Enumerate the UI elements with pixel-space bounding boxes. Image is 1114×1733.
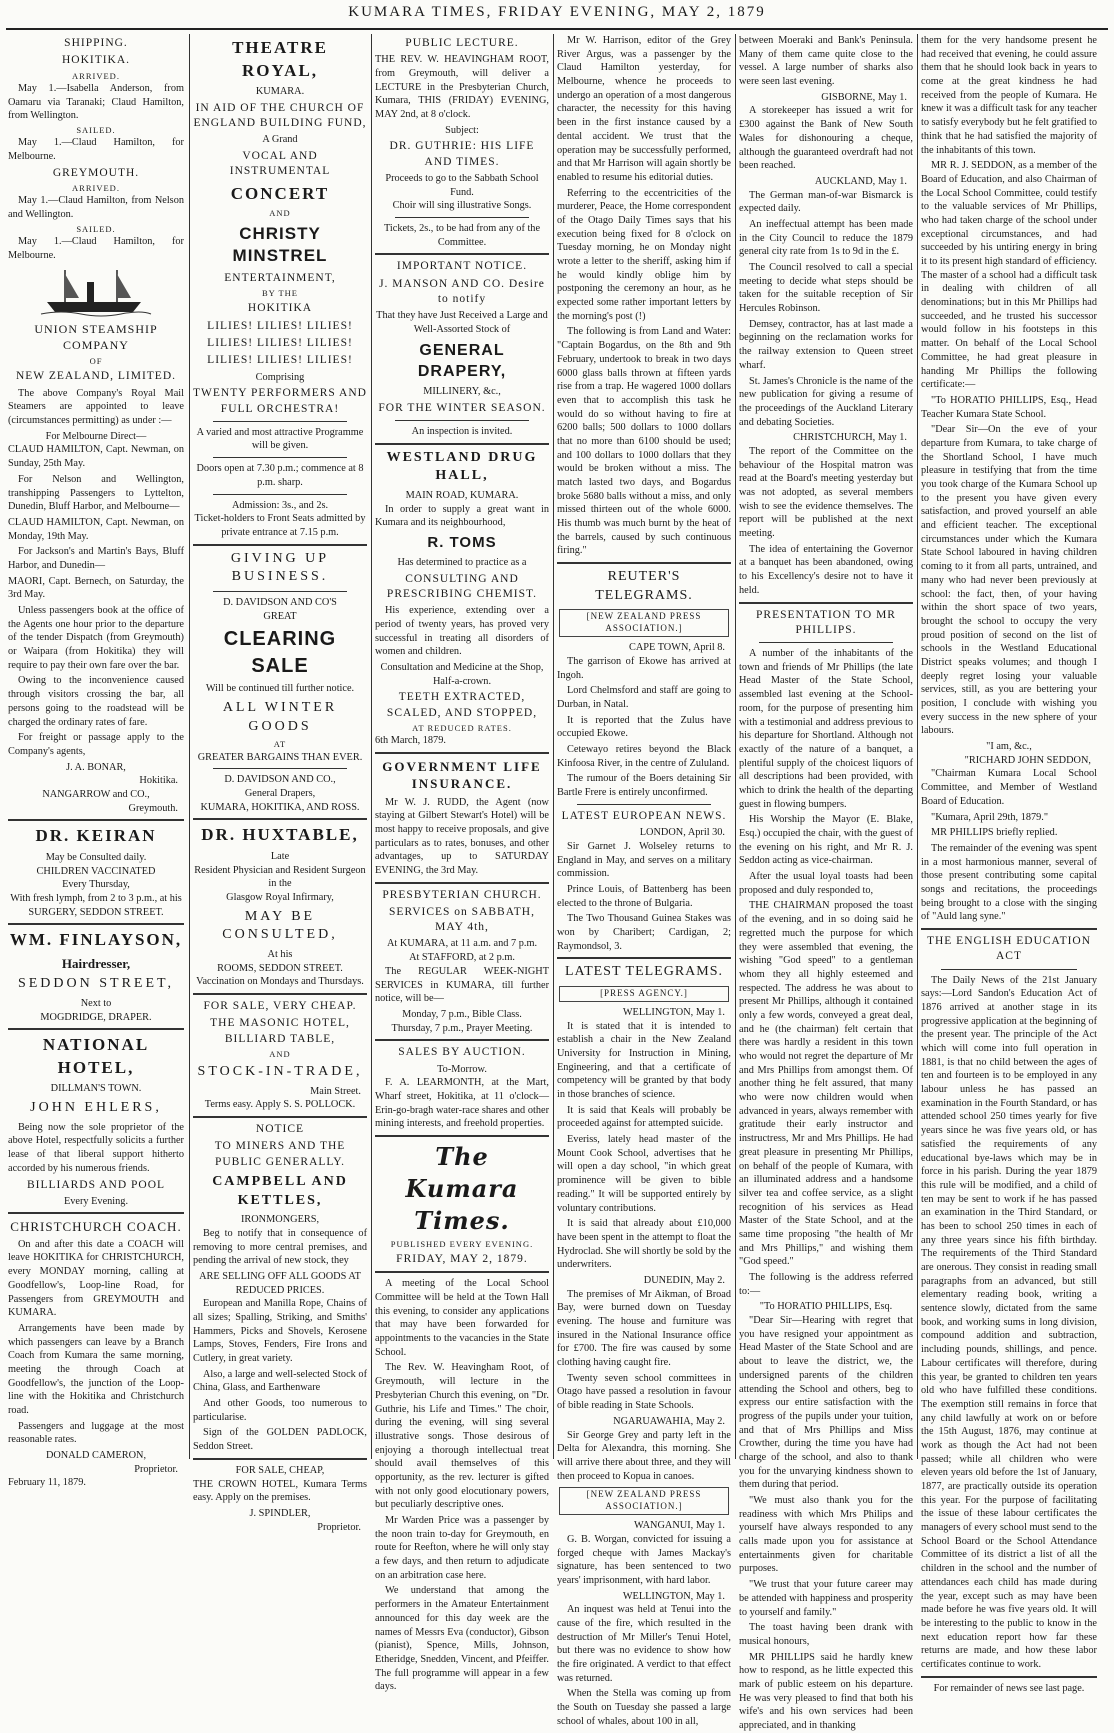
divider [375, 882, 549, 884]
divider [193, 993, 367, 995]
divider [213, 421, 347, 422]
text: The garrison of Ekowe has arrived at Ingoh. [557, 655, 731, 681]
text: May 1.—Isabella Anderson, from Oamaru via Taranaki; Claud Hamilton, from Wellington. [8, 82, 184, 122]
important-notice-heading: IMPORTANT NOTICE. [396, 260, 528, 273]
divider [8, 1212, 184, 1214]
text: [NEW ZEALAND PRESS ASSOCIATION.] [559, 609, 729, 637]
text: CONSULTING AND PRESCRIBING CHEMIST. [386, 572, 538, 600]
text: Glasgow Royal Infirmary, [226, 892, 334, 904]
newspaper-title: The Kumara Times. [405, 1142, 519, 1235]
text: Demsey, contractor, has at last made a beginning on the reclamation works for the railway extension to Queen street wharf. [739, 318, 913, 371]
divider [213, 591, 347, 592]
text: The toast having been drank with musical honours, [739, 1622, 913, 1647]
text: Beg to notify that in consequence of removing to more central premises, and pending the arrival of new stock, they [193, 1227, 367, 1267]
divider [8, 819, 184, 821]
text: DUNEDIN, May 2. [643, 1274, 725, 1286]
campbell-heading: CAMPBELL AND KETTLES, [212, 1173, 348, 1208]
divider [8, 1028, 184, 1030]
text: Resident Physician and Resident Surgeon in the [194, 864, 366, 890]
text: A Grand [262, 134, 298, 146]
text: Ticket-holders to Front Seats admitted by private entrance at 7.15 p.m. [194, 513, 366, 538]
text: Being now the sole proprietor of the above Hotel, respectfully solicits a further lease of that liberal support hitherto accorded by his numerous friends. [8, 1121, 184, 1174]
presentation-heading: PRESENTATION TO MR PHILLIPS. [756, 608, 896, 636]
column-rule [917, 34, 918, 1459]
text: His experience, extending over a period of twenty years, has proved very successful in treating all disorders of women and children. [375, 605, 549, 658]
divider [739, 602, 913, 604]
coach-heading: CHRISTCHURCH COACH. [10, 1219, 182, 1235]
text: CLEARING SALE [223, 628, 337, 677]
text: It is said that Keals will probably be proceeded against for attempted suicide. [557, 1104, 731, 1130]
insurance-heading: GOVERNMENT LIFE INSURANCE. [382, 758, 542, 792]
text: CLAUD HAMILTON, Capt. Newman, on Monday, 19th May. [8, 516, 184, 542]
text: At STAFFORD, at 2 p.m. [409, 952, 515, 964]
text: A varied and most attractive Programme will be given. [196, 426, 364, 452]
text: ROOMS, SEDDON STREET. [217, 962, 343, 974]
text: The report of the Committee on the behaviour of the Hospital matron was read at the Board's meeting yesterday but was not adopted, as several members wish to see the evidence themselves. The report will be published at the next meeting. [739, 445, 913, 540]
text: To-Morrow. [437, 1063, 487, 1075]
text: J. MANSON AND CO. Desire to notify [379, 277, 545, 305]
text: IRONMONGERS, [240, 1214, 320, 1226]
text: AND [269, 208, 291, 219]
text: SEDDON STREET, [17, 976, 175, 992]
text: For Jackson's and Martin's Bays, Bluff Harbor, and Dunedin— [8, 546, 184, 571]
text: KUMARA, HOKITIKA, AND ROSS. [200, 801, 360, 813]
divider [557, 957, 731, 959]
text: STOCK-IN-TRADE, [197, 1064, 363, 1080]
text: 6th March, 1879. [375, 735, 446, 747]
text: DONALD CAMERON, [45, 1450, 147, 1462]
text: VOCAL AND INSTRUMENTAL [229, 150, 331, 178]
usc-subtitle: NEW ZEALAND, LIMITED. [15, 370, 177, 383]
text: Mr W. Harrison, editor of the Grey River Argus, was a passenger by the Claud Hamilton yesterday, for Melbourne, whence he proceeds to undergo an operation of a most dangerous character, the necessity for this having been in the first instance caused by a dental accident. We trust that the operation may be successfully performed, and that Mr Harrison will again shortly be enabled to resume his editorial duties. [557, 35, 731, 183]
reuters-heading: REUTER'S TELEGRAMS. [595, 569, 693, 603]
text: Mr Warden Price was a passenger by the noon train to-day for Greymouth, en route for Reefton, where he will only stay a few days, and then return to adjudicate on an arbitration case here. [375, 1515, 549, 1581]
text: Every Thursday, [62, 879, 130, 891]
text: The above Company's Royal Mail Steamers are appointed to leave (circumstances permitting) as under :— [8, 387, 184, 427]
text: G. B. Worgan, convicted for issuing a forged cheque with James Mackay's signature, has been sentenced to two years' imprisonment, with hard labor. [557, 1533, 731, 1586]
text: We understand that among the performers in the Amateur Entertainment announced for this day week are the names of Messrs Eva (conductor), Gibson (pianist), Spence, Mills, Johnson, Etheridge, Snedden, Vincent, and Pfeiffer. The full programme will appear in a few days. [375, 1585, 549, 1693]
text: At his [267, 948, 293, 960]
text: WANGANUI, May 1. [634, 1520, 725, 1532]
theatre-heading: THEATRE ROYAL, [232, 38, 328, 80]
text: CONCERT [230, 183, 330, 203]
text: CHILDREN VACCINATED [36, 865, 156, 877]
text: MOGDRIDGE, DRAPER. [40, 1011, 152, 1023]
divider [213, 457, 347, 458]
text: An inquest was held at Tenui into the cause of the fire, which resulted in the destruction of Mr Miller's Tenui Hotel, but there was no evidence to show how the fire originated. A verdict to that effect was returned. [557, 1604, 731, 1684]
text: The premises of Mr Aikman, of Broad Bay, were burned down on Tuesday evening. The house and furniture was insured in the National Insurance office for £700. The fire was caused by some clothing having caught fire. [557, 1288, 731, 1369]
text: CHRISTCHURCH, May 1. [793, 432, 907, 444]
text: SURGERY, SEDDON STREET. [28, 906, 164, 918]
divider [759, 642, 893, 643]
label: OF [89, 356, 103, 367]
text: Referring to the eccentricities of the murderer, Peace, the Home correspondent of the Otago Daily Times says that his execution being fixed for 8 o'clock on Tuesday morning, he on Monday night wrote a letter to the sheriff, asking him if he would kindly oblige him by postponing the ceremony an hour, as he expected some rather important letters by the morning's post (!) [557, 187, 731, 322]
text: May be Consulted daily. [45, 851, 147, 863]
text: Hokitika. [139, 775, 178, 787]
hokitika-heading: HOKITIKA. [61, 54, 131, 67]
text: Twenty seven school committees in Otago have passed a resolution in favour of bible reading in State Schools. [557, 1372, 731, 1412]
text: NOTICE [255, 1123, 305, 1136]
label: ARRIVED. [72, 182, 120, 193]
text: AT [273, 739, 287, 750]
text: And other Goods, too numerous to particularise. [193, 1398, 367, 1423]
text: ENTERTAINMENT, [224, 271, 336, 284]
divider [193, 818, 367, 820]
text: DILLMAN'S TOWN. [50, 1083, 142, 1095]
text: The idea of entertaining the Governor at a banquet has been abandoned, owing to his Excellency's desire not to have it held. [739, 543, 913, 596]
text: CAPE TOWN, April 8. [628, 642, 725, 654]
text: Late [270, 850, 290, 862]
text: TO MINERS AND THE PUBLIC GENERALLY. [214, 1140, 346, 1168]
text: On and after this date a COACH will leave HOKITIKA for CHRISTCHURCH, every MONDAY morning, calling at Goodfellow's, Loop-line Road, for Passengers from GREYMOUTH and KUMARA. [8, 1238, 184, 1319]
text: AT REDUCED RATES. [412, 722, 512, 733]
text: Subject: [445, 124, 479, 136]
divider [395, 420, 529, 421]
text: MR R. J. SEDDON, as a member of the Board of Education, and also Chairman of the Local School Committee, could testify to the valuable services of Mr Phillips, who had taken charge of the school under exceptional circumstances, and had succeeded by his untiring energy in bring it to its present high standard of efficiency. The master of a school had a difficult task in dealing with children of all denominations; but in this Mr Phillips had succeeded, and he trusted his successor would follow in his footsteps in this matter. On behalf of the Local School Committee, he had great pleasure in handing Mr Phillips the following certificate:— [921, 160, 1097, 391]
text: Will be continued till further notice. [205, 683, 355, 695]
text: Lord Chelmsford and staff are going to Durban, in Natal. [557, 685, 731, 711]
text: "Kumara, April 29th, 1879." [931, 811, 1049, 823]
text: TWENTY PERFORMERS AND FULL ORCHESTRA! [193, 387, 367, 415]
text: May 1.—Claud Hamilton, from Nelson and Wellington. [8, 195, 184, 220]
divider [375, 1039, 549, 1041]
text: It is said that already about £10,000 have been spent in the attempt to float the Hydroclad. She will shortly be sold by the underwriters. [557, 1218, 731, 1271]
text: FOR THE WINTER SEASON. [378, 401, 546, 414]
text: DR. GUTHRIE: HIS LIFE AND TIMES. [389, 140, 535, 168]
text: SERVICES on SABBATH, MAY 4th, [389, 905, 535, 934]
text: That they have Just Received a Large and Well-Assorted Stock of [376, 310, 548, 335]
text: LILIES! LILIES! LILIES! [207, 319, 353, 332]
text: Terms easy. Apply S. S. POLLOCK. [204, 1099, 356, 1111]
text: Tickets, 2s., to be had from any of the Committee. [383, 223, 541, 248]
text: AUCKLAND, May 1. [814, 175, 907, 187]
divider [941, 969, 1077, 970]
finlayson-heading: WM. FINLAYSON, [9, 930, 183, 950]
text: ARE SELLING OFF ALL GOODS AT REDUCED PRICES. [199, 1270, 361, 1296]
text: Passengers and luggage at the most reasonable rates. [8, 1420, 184, 1446]
column-rule [553, 34, 554, 1459]
text: THE MASONIC HOTEL, BILLIARD TABLE, [210, 1017, 350, 1045]
text: [NEW ZEALAND PRESS ASSOCIATION.] [559, 1487, 729, 1515]
lecture-heading: PUBLIC LECTURE. [405, 37, 519, 49]
text: between Moeraki and Bank's Peninsula. Many of them came quite close to the vessel. A large number of sharks also were seen last evening. [739, 35, 913, 88]
divider [375, 253, 549, 255]
text: The following is from Land and Water: "Captain Bogardus, on the 8th and 9th February, undertook to break in two days 6000 glass balls thrown at fifteen yards rise from a trap. He wagered 1000 dollars even that to accomplish this task he would do so without having to fire at 6200 balls; 500 dollars to 1000 dollars that no more than 6100 should be used; and 100 dollars to 1000 dollars that they would be broken without a miss. The match lasted two days, and Bogardus broke 5680 balls without a miss, and only missed thirteen out of the whole 6000. His thumb was much burnt by the heat of the barrels, caused by such continuous firing." [557, 326, 731, 557]
text: For Nelson and Wellington, transhipping Passengers to Lyttelton, Dunedin, Bluff Harbor, and Melbourne— [8, 473, 184, 513]
column-4 [557, 34, 731, 1727]
text: Arrangements have been made by which passengers can leave by a Branch Coach from Kumara the same morning, meeting the through Coach at Goodfellow's, the junction of the Loop-line with the Hokitika and Christchurch road. [8, 1322, 184, 1417]
huxtable-heading: DR. HUXTABLE, [201, 825, 359, 845]
usc-title: UNION STEAMSHIP COMPANY [34, 322, 158, 353]
text: GENERAL DRAPERY, [417, 341, 507, 380]
column-rule [371, 34, 372, 1459]
text: F. A. LEARMONTH, at the Mart, Wharf street, Hokitika, at 11 o'clock—Erin-go-bragh water-race shares and other mining interests, and freehold properties. [375, 1077, 549, 1130]
text: Next to [80, 997, 112, 1009]
text: Prince Louis, of Battenberg has been elected to the throne of Bulgaria. [557, 883, 731, 909]
text: NANGARROW and CO., [42, 788, 150, 800]
text: "We trust that your future career may be attended with happiness and prosperity to yourself and family." [739, 1579, 913, 1618]
text: An ineffectual attempt has been made in the City Council to reduce the 1879 general city rate from 1s to 9d in the £. [739, 218, 913, 258]
text: A meeting of the Local School Committee will be held at the Town Hall this evening, to consider any applications that may have been forwarded for appointments to the vacancies in the State School. [375, 1278, 549, 1358]
text: It is stated that it is intended to establish a chair in the New Zealand University for Instruction in Mining, Engineering, and that a certificate of competency will be granted by that body in those branches of science. [557, 1020, 731, 1101]
divider [375, 1135, 549, 1137]
text: Sir George Grey and party left in the Delta for Alexandra, this morning. She will arrive there about three, and they will then proceed to Kopua in canoes. [557, 1429, 731, 1482]
divider [193, 1116, 367, 1118]
text: European and Manilla Rope, Chains of all sizes; Spalling, Striking, and Smiths' Hammers, Picks and Shovels, Kerosene Lamps, Stoves, Fenders, Fire Irons and Cutlery, in great variety. [193, 1298, 367, 1365]
text: FOR SALE, VERY CHEAP. [203, 999, 357, 1012]
text: GREAT [263, 610, 297, 622]
text: ALL WINTER GOODS [222, 700, 338, 734]
text: "Chairman Kumara Local School Committee, and Member of Westland Board of Education. [921, 768, 1097, 807]
column-rule [735, 34, 736, 1459]
education-act-heading: THE ENGLISH EDUCATION ACT [926, 935, 1092, 963]
divider [8, 923, 184, 925]
text: The Rev. W. Heavingham Root, of Greymouth, will lecture in the Presbyterian Church this evening, on "Dr. Guthrie, his Life and Times." The choir, during the evening, will sing several illustrative songs. Those desirous of enjoying a thorough intellectual treat should avail themselves of this opportunity, as the rev. lecturer is gifted with not only good elocutionary powers, but peculiarly descriptive ones. [375, 1362, 549, 1511]
text: The rumour of the Boers detaining Sir Bartle Frere is entirely unconfirmed. [557, 773, 731, 799]
text: GREATER BARGAINS THAN EVER. [197, 751, 363, 763]
column-1 [8, 34, 184, 1489]
text: Proprietor. [134, 1463, 178, 1475]
text: Doors open at 7.30 p.m.; commence at 8 p.m. sharp. [196, 463, 364, 488]
text: "I am, &c., [986, 741, 1032, 753]
text: NGARUAWAHIA, May 2. [613, 1415, 725, 1427]
text: The remainder of the evening was spent in a most harmonious manner, several of those present contributing some capital songs and recitations, the proceedings being brought to a close with the singing of "Auld lang syne." [921, 842, 1097, 923]
text: The following is the address referred to:— [739, 1272, 913, 1297]
label: ARRIVED. [72, 70, 120, 81]
text: Hairdresser, [61, 955, 131, 971]
text: AND [269, 1048, 291, 1059]
text: For freight or passage apply to the Company's agents, [8, 732, 184, 757]
text: At KUMARA, at 11 a.m. and 7 p.m. [386, 938, 538, 950]
divider [375, 443, 549, 445]
text: IN AID OF THE CHURCH OF ENGLAND BUILDING FUND, [193, 101, 367, 130]
text: It is reported that the Zulus have occupied Ekowe. [557, 714, 731, 740]
text: Cetewayo retires beyond the Black Kinfoosa River, in the centre of Zululand. [557, 744, 731, 769]
text: The Two Thousand Guinea Stakes was won by Charibert; Cardigan, 2; Raymondsol, 3. [557, 913, 731, 952]
text: them for the very handsome present he had received that evening, he could assure them that he should look back in years to come at the great kindness he had received from the people of Kumara. He knew it was a difficult task for any teacher to satisfy everybody but he felt gratified to think that he had satisfied the majority of the inhabitants of this town. [921, 35, 1097, 156]
masthead-rule [6, 28, 1108, 30]
text: MILLINERY, &c., [423, 386, 501, 398]
text: An inspection is invited. [411, 426, 513, 438]
text: The Council resolved to call a special meeting to decide what steps should be taken for the suitable reception of Sir Hercules Robinson. [739, 262, 913, 315]
text: LATEST EUROPEAN NEWS. [561, 809, 727, 822]
text: Mr W. J. RUDD, the Agent (now staying at Gilbert Stewart's Hotel) will be most happy to receive proposals, and give particulars as to rates, bonuses, and other advantages, up to SATURDAY EVENING, the 3rd May. [375, 796, 549, 876]
presbyterian-heading: PRESBYTERIAN CHURCH. [382, 888, 542, 901]
text: Sign of the GOLDEN PADLOCK, Seddon Street. [193, 1427, 367, 1453]
text: J. A. BONAR, [66, 761, 126, 773]
text: LILIES! LILIES! LILIES! [207, 354, 353, 367]
text: Admission: 3s., and 2s. [231, 499, 329, 511]
text: WELLINGTON, May 1. [622, 1006, 725, 1018]
text: "Dear Sir—Hearing with regret that you have resigned your appointment as Head Master of the State School and are about to leave the district, we, the undersigned parents of the children attending the School and others, beg to express our entire satisfaction with the progress of the pupils under your tuition, and that of Mrs Phillips and Miss Crowther, during the time you have had charge of the school, and also to thank you for the unvarying kindness shown to them during that period. [739, 1315, 913, 1491]
text: CLAUD HAMILTON, Capt. Newman, on Sunday, 25th May. [8, 444, 184, 470]
label: SAILED. [76, 124, 116, 135]
text: Greymouth. [128, 802, 178, 814]
text: Thursday, 7 p.m., Prayer Meeting. [391, 1022, 533, 1034]
text: KUMARA. [255, 86, 305, 98]
keiran-heading: DR. KEIRAN [35, 826, 157, 846]
divider [557, 562, 731, 564]
text: FRIDAY, MAY 2, 1879. [396, 1253, 528, 1266]
text: Monday, 7 p.m., Bible Class. [402, 1008, 522, 1020]
divider [193, 1458, 367, 1460]
text: FOR SALE, CHEAP, [235, 1464, 325, 1476]
text: LONDON, April 30. [639, 827, 725, 839]
steamship-icon [41, 266, 151, 318]
text: St. James's Chronicle is the name of the new publication for giving a resume of the proceedings of the Auckland Literary and debating Societies. [739, 375, 913, 428]
text: MAORI, Capt. Bernech, on Saturday, the 3rd May. [8, 575, 184, 601]
text: May 1.—Claud Hamilton, for Melbourne. [8, 137, 184, 162]
text: His Worship the Mayor (E. Blake, Esq.) occupied the chair, with the guest of the evening on his right, and Mr R. J. Seddon acting as vice-chairman. [739, 814, 913, 867]
divider [213, 494, 347, 495]
text: THE REV. W. HEAVINGHAM ROOT, from Greymouth, will deliver a LECTURE in the Presbyterian Church, Kumara, THIS (FRIDAY) EVENING, MAY 2nd, at 8 o'clock. [375, 54, 549, 121]
latest-telegrams-heading: LATEST TELEGRAMS. [564, 964, 724, 980]
text: TEETH EXTRACTED, SCALED, AND STOPPED, [386, 691, 538, 719]
text: Vaccination on Mondays and Thursdays. [196, 976, 364, 988]
greymouth-heading: GREYMOUTH. [52, 166, 140, 179]
text: THE CHAIRMAN proposed the toast of the evening, and in so doing said he regretted much the purpose for which they were assembled that evening, the wishing "God speed" to a gentleman whom they all highly esteemed and respected. The address he was about to present Mr Phillips, although it contained only a few words, conveyed a great deal, and he (the chairman) felt certain that there was hardly a resident in this town who would not regret the departure of Mr and Mrs Phillips from amongst them. Of another thing he felt assured, that many who were now children would when advanced in years, always remember with gratitude their early instructor and instructress, Mr and Mrs Phillips. He had great pleasure in presenting Mr Phillips, on behalf of the people of Kumara, with an illuminated address and a handsome silver tea and coffee service, as a slight recognition of his services as Head Master of the State School, and at the same time proposing "the health of Mr and Mrs Phillips," and wishing them "God speed." [739, 900, 913, 1268]
text: Main Street. [310, 1085, 361, 1097]
text: For Melbourne Direct— [45, 430, 147, 442]
text: PUBLISHED EVERY EVENING. [390, 1238, 534, 1249]
text: CHRISTY MINSTREL [232, 223, 328, 266]
divider [193, 544, 367, 546]
text: "To HORATIO PHILLIPS, Esq. [759, 1301, 893, 1313]
text: The Daily News of the 21st January says:—Lord Sandon's Education Act of 1876 arrived at another stage in its progressive application at the beginning of the present year. The principle of the Act which will come into full operation in 1881, is that no child between the ages of ten and fourteen is to be employed in any labour unless he has passed an examination in the Fourth Standard, or has attended school 250 times yearly for five years since he was five years old, or has satisfied the requirements of any educational bye-laws which may be in force in his parish. During the year 1879 this rule will be modified, and a child of ten may be sent to work if he has passed an examination in the Third Standard, or has been to school 250 times in each of any three years since his fifth birthday. The requirements of the Third Standard are onerous. They consist in reading small paragraphs from an advanced, but still elementary reading book, writing a sentence slowly, dictated from the same book, and working sums in long division, compound addition and subtraction, including pounds, shillings, and pence. Labour certificates will therefore, during this year, be granted to children ten years old who have fulfilled these conditions. The exemption still remains in force that any child lawfully at work on or before the 15th August, 1876, may continue at work as though the Act had not been passed; while all children who were eleven years old before the 1st of January, 1877, are practically outside its operation this year. For the purpose of facilitating the issue of these labour certificates the managers of every school must send to the School Board or the School Attendance Committee of its district a list of all the children in the school and the number of attendances each child has made during the year, except such as may have been made before he was five years old. It will be interesting to the public to know in the next education report how far these returns are made, and how these labor certificates continue to work. [921, 974, 1097, 1670]
text: Has determined to practice as a [397, 557, 527, 569]
divider [375, 1271, 549, 1273]
text: General Drapers, [244, 787, 316, 799]
text: February 11, 1879. [8, 1477, 86, 1489]
text: Everiss, lately head master of the Mount Cook School, advertises that he will open a day school, "in which great prominence will be given to bible reading." It will be supported entirely by voluntary contributions. [557, 1134, 731, 1214]
national-hotel-heading: NATIONAL HOTEL, [42, 1035, 150, 1077]
column-rule [189, 34, 190, 1459]
drug-hall-heading: WESTLAND DRUG HALL, [386, 449, 538, 484]
text: Consultation and Medicine at the Shop, Half-a-crown. [380, 662, 544, 687]
text: A number of the inhabitants of the town and friends of Mr Phillips (the late Head Master of the State School, assembled last evening at the School-room, for the purpose of presenting him with a testimonial and address previous to his departure for Shortland. Although not exactly of the nature of a banquet, a plentiful supply of the choicest liquors of all descriptions had been provided, with which to drink the health of the departing guest in flowing bumpers. [739, 648, 913, 810]
text: HOKITIKA [247, 302, 313, 315]
text: MAY BE CONSULTED, [222, 908, 338, 943]
column-6 [921, 34, 1097, 1694]
divider [395, 217, 529, 218]
text: Sir Garnet J. Wolseley returns to England in May, and serves on a military commission. [557, 840, 731, 880]
text: LILIES! LILIES! LILIES! [207, 336, 353, 349]
text: "RICHARD JOHN SEDDON, [964, 754, 1091, 766]
text: Every Evening. [63, 1195, 129, 1207]
text: A storekeeper has issued a writ for £300 against the Bank of New South Wales for dishonouring a cheque, although the guaranteed overdraft had not been reached. [739, 105, 913, 172]
text: D. DAVIDSON AND CO., [224, 774, 336, 786]
text: "Dear Sir—On the eve of your departure from Kumara, to take charge of the Shortland School, I have much pleasure in testifying that from the time you took charge of the Kumara School up to the present you have given every satisfaction, and proved yourself an able and efficient teacher. The exceptional circumstances under which the Kumara State School laboured in having children coming to it from all parts, untrained, and many who had never been previously at school: the fact, then, of your having within the short space of two years, brought the school to occupy the very proud position of second on the list of schools in the Westland Educational District speaks volumes; and though I deeply regret losing your valuable services, still, as you are bettering your position, I conclude with wishing you every success in the new sphere of your labours. [921, 424, 1097, 737]
text: In order to supply a great want in Kumara and its neighbourhood, [375, 503, 549, 529]
text: After the usual loyal toasts had been proposed and duly responded to, [739, 871, 913, 896]
text: "We must also thank you for the readiness with which Mrs Philips and yourself have always responded to any calls made upon you for assistance at entertainments given for charitable purposes. [739, 1495, 913, 1575]
giving-up-heading: GIVING UP BUSINESS. [230, 550, 330, 585]
text: J. SPINDLER, [249, 1507, 311, 1519]
text: May 1.—Claud Hamilton, for Melbourne. [8, 235, 184, 261]
divider [921, 928, 1097, 930]
text: "To HORATIO PHILLIPS, Esq., Head Teacher Kumara State School. [921, 394, 1097, 420]
divider [577, 804, 711, 805]
column-5 [739, 34, 913, 1731]
text: BILLIARDS AND POOL [26, 1178, 166, 1191]
label: SAILED. [76, 223, 116, 234]
text: R. TOMS [427, 534, 497, 552]
divider [921, 1676, 1097, 1678]
text: Owing to the inconvenience caused through visitors crossing the bar, all persons going to the roadstead will be charged the ordinary rates of fare. [8, 675, 184, 728]
text: Also, a large and well-selected Stock of China, Glass, and Earthenware [193, 1368, 367, 1394]
divider [213, 768, 347, 769]
column-2 [193, 34, 367, 1533]
text: MR PHILLIPS said he hardly knew how to respond, as he little expected this mark of public esteem on his departure. He was very pleased to find that both his wife's and his own services had been appreciated, and in thanking [739, 1651, 913, 1731]
text: With fresh lymph, from 2 to 3 p.m., at his [10, 893, 182, 904]
text: BY THE [262, 288, 298, 299]
text: D. DAVIDSON AND CO'S [223, 596, 337, 608]
text: Proceeds to go to the Sabbath School Fund. [385, 172, 539, 198]
auction-heading: SALES BY AUCTION. [398, 1046, 526, 1059]
divider [375, 752, 549, 754]
text: WELLINGTON, May 1. [622, 1590, 725, 1602]
text: Choir will sing illustrative Songs. [392, 200, 532, 212]
text: [PRESS AGENCY.] [559, 986, 729, 1002]
text: Unless passengers book at the office of the Agents one hour prior to the departure of the tender Dispatch (from Greymouth) or Waipara (from Hokitika) they will require to pay their own fare over the bar. [8, 605, 184, 671]
shipping-heading: SHIPPING. [64, 37, 128, 49]
text: GISBORNE, May 1. [821, 91, 907, 103]
column-3 [375, 34, 549, 1693]
text: JOHN EHLERS, [30, 1100, 162, 1116]
text: For remainder of news see last page. [933, 1682, 1085, 1694]
text: When the Stella was coming up from the South on Tuesday she passed a large school of whales, about 100 in all, [557, 1688, 731, 1727]
text: MAIN ROAD, KUMARA. [405, 490, 519, 502]
text: THE CROWN HOTEL, Kumara Terms easy. Apply on the premises. [193, 1478, 367, 1504]
masthead: KUMARA TIMES, FRIDAY EVENING, MAY 2, 1879 [348, 4, 766, 20]
text: The REGULAR WEEK-NIGHT SERVICES in KUMARA, till further notice, will be— [375, 965, 549, 1005]
text: MR PHILLIPS briefly replied. [931, 827, 1058, 839]
text: The German man-of-war Bismarck is expected daily. [739, 189, 913, 215]
text: Comprising [255, 371, 305, 383]
text: Proprietor. [317, 1521, 361, 1533]
